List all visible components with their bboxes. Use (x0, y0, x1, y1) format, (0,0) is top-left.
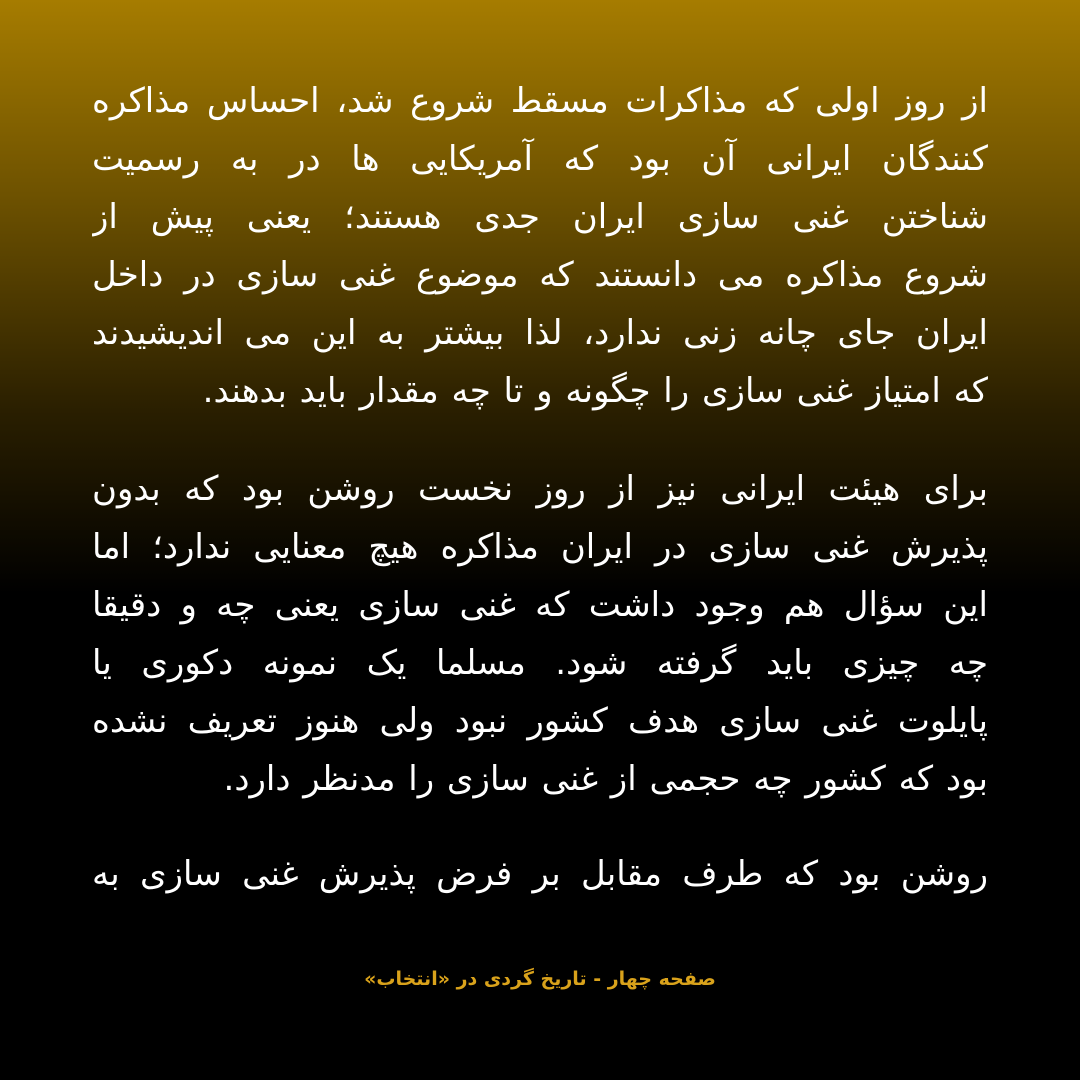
paragraph-line: برای هیئت ایرانی نیز از روز نخست روشن بود که بدون (92, 469, 988, 509)
paragraph-line: روشن بود که طرف مقابل بر فرض پذیرش غنی سازی به (92, 854, 988, 894)
paragraph-1 (92, 72, 988, 420)
paragraph-3 (92, 845, 988, 903)
paragraph-line: پذیرش غنی سازی در ایران مذاکره هیچ معنایی ندارد؛ اما (92, 527, 988, 567)
paragraph-line: شناختن غنی سازی ایران جدی هستند؛ یعنی پیش از (92, 197, 988, 237)
paragraph-line: بود که کشور چه حجمی از غنی سازی را مدنظر دارد. (223, 759, 988, 799)
paragraph-line: شروع مذاکره می دانستند که موضوع غنی سازی در داخل (92, 255, 988, 295)
paragraph-2 (92, 460, 988, 808)
paragraph-line: این سؤال هم وجود داشت که غنی سازی یعنی چه و دقیقا (92, 585, 988, 625)
paragraph-line: که امتیاز غنی سازی را چگونه و تا چه مقدار باید بدهند. (202, 371, 988, 411)
paragraph-line: چه چیزی باید گرفته شود. مسلما یک نمونه دکوری یا (92, 643, 988, 683)
paragraph-line: ایران جای چانه زنی ندارد، لذا بیشتر به این می اندیشیدند (92, 313, 988, 353)
paragraph-line: از روز اولی که مذاکرات مسقط شروع شد، احساس مذاکره (92, 81, 988, 121)
paragraph-line: کنندگان ایرانی آن بود که آمریکایی ها در به رسمیت (92, 139, 988, 179)
page-caption: صفحه چهار - تاریخ گردی در «انتخاب» (364, 968, 716, 990)
paragraph-line: پایلوت غنی سازی هدف کشور نبود ولی هنوز تعریف نشده (92, 701, 988, 741)
